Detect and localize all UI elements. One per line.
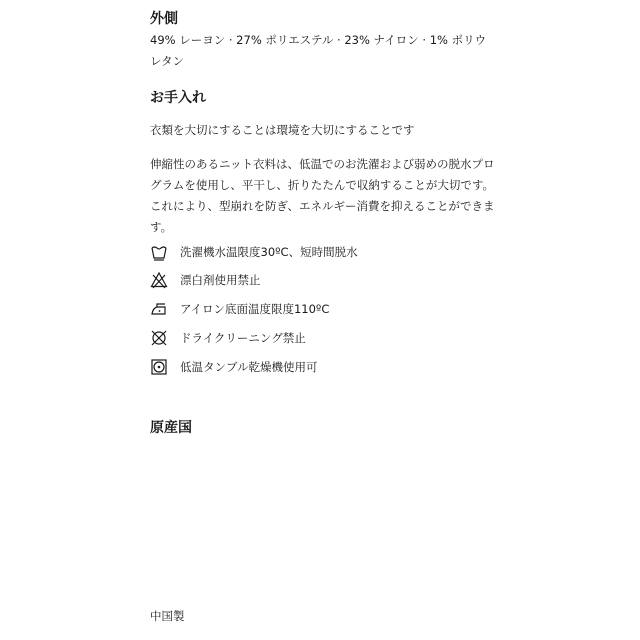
iron-110-icon <box>150 300 168 318</box>
origin-heading: 原産国 <box>150 420 192 436</box>
care-label: 洗濯機水温限度30ºC、短時間脱水 <box>180 245 358 259</box>
care-instruction-wash <box>150 241 358 263</box>
care-label: アイロン底面温度限度110ºC <box>180 302 330 316</box>
no-bleach-icon <box>150 271 168 289</box>
care-instruction-iron <box>150 298 329 320</box>
no-dry-clean-icon <box>150 329 168 347</box>
composition-text: 49% レーヨン · 27% ポリエステル · 23% ナイロン · 1% ポリウレタン <box>150 33 487 68</box>
care-label: 低温タンブル乾燥機使用可 <box>180 360 318 374</box>
wash-30-gentle-icon <box>150 243 168 261</box>
care-instruction-dryclean <box>150 327 306 349</box>
exterior-heading: 外側 <box>150 11 178 27</box>
origin-country: 中国製 <box>150 609 185 623</box>
care-instruction-tumble <box>150 356 318 378</box>
care-heading: お手入れ <box>150 90 206 106</box>
care-description: 伸縮性のあるニット衣料は、低温でのお洗濯および弱めの脱水プログラムを使用し、平干し、折りたたんで収納することが大切です。これにより、型崩れを防ぎ、エネルギー消費を抑えることができます。 <box>150 157 495 234</box>
care-label: ドライクリーニング禁止 <box>180 331 306 345</box>
care-instruction-bleach <box>150 269 261 291</box>
tumble-dry-low-icon <box>150 358 168 376</box>
care-intro: 衣類を大切にすることは環境を大切にすることです <box>150 123 415 137</box>
care-label: 漂白剤使用禁止 <box>180 273 261 287</box>
